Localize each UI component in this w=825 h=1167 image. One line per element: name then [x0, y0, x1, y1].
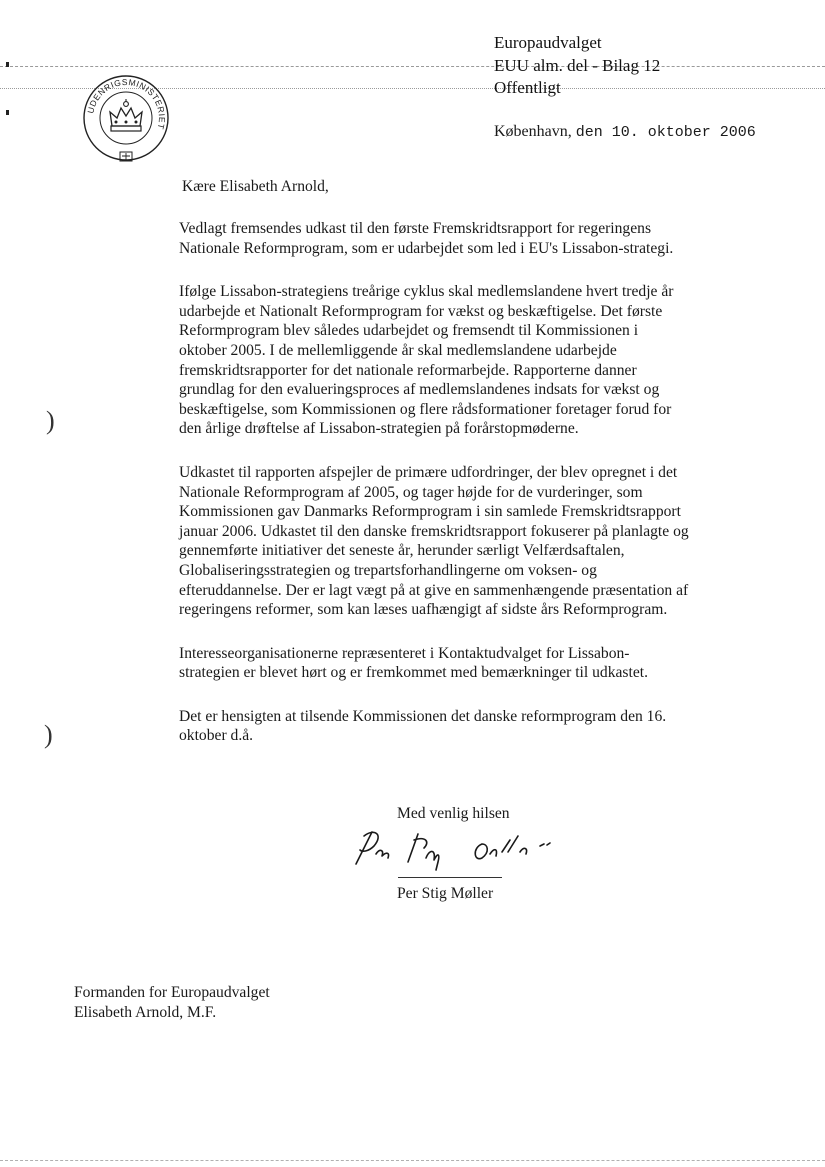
line: Udkastet til rapporten afspejler de primære udfordringer, der blev opregnet i det	[179, 463, 678, 481]
date-place: København,	[494, 123, 572, 140]
date-line	[494, 123, 756, 141]
handwritten-signature-icon	[344, 818, 574, 878]
recipient-name: Elisabeth Arnold, M.F.	[74, 1004, 217, 1021]
letter-body	[179, 219, 759, 770]
line: beskæftigelse, som Kommissionen og flere rådsformationer foretager forud for	[179, 400, 672, 418]
line: oktober 2005. I de mellemliggende år skal medlemslandene udarbejde	[179, 341, 617, 359]
line: Reformprogram blev således udarbejdet og fremsendt til Kommissionen i	[179, 322, 639, 340]
line: Kommissionen gav Danmarks Reformprogram i sin samlede Fremskridtsrapport	[179, 503, 681, 521]
line: Nationale Reformprogram af 2005, og tager højde for de vurderinger, som	[179, 483, 643, 501]
line: gennemførte initiativer det seneste år, herunder særligt Velfærdsaftalen,	[179, 542, 625, 560]
line: udarbejde et Nationalt Reformprogram for vækst og beskæftigelse. Det første	[179, 302, 663, 320]
line: Globaliseringsstrategien og trepartsforhandlingerne om voksen- og	[179, 561, 597, 579]
date-typed: den 10. oktober 2006	[575, 124, 756, 141]
svg-text:UDENRIGSMINISTERIET: UDENRIGSMINISTERIET	[85, 76, 168, 131]
line: Det er hensigten at tilsende Kommissionen det danske reformprogram den 16.	[179, 707, 667, 725]
line: Interesseorganisationerne repræsenteret i Kontaktudvalget for Lissabon-	[179, 644, 630, 662]
line: oktober d.å.	[179, 727, 254, 745]
signature-rule	[398, 877, 502, 878]
recipient-block	[74, 983, 270, 1023]
line: efteruddannelse. Der er lagt vægt på at give en sammenhængende præsentation af	[179, 581, 689, 599]
paragraph-1	[179, 219, 759, 258]
margin-dot	[6, 62, 9, 67]
header-rule-top	[0, 66, 825, 67]
line: grundlag for den evalueringsproces af medlemslandenes indsats for vækst og	[179, 381, 660, 399]
stamp-classification: Offentligt	[494, 78, 561, 97]
ministry-emblem	[80, 72, 172, 164]
margin-bracket-mark: )	[46, 406, 55, 435]
line: Vedlagt fremsendes udkast til den første Fremskridtsrapport for regeringens	[179, 220, 652, 237]
line: fremskridtsrapporter for det nationale reformarbejde. Rapporterne danner	[179, 361, 637, 379]
stamp-committee: Europaudvalget	[494, 33, 602, 52]
line: Ifølge Lissabon-strategiens treårige cyklus skal medlemslandene hvert tredje år	[179, 283, 674, 301]
paragraph-3	[179, 463, 759, 620]
line: januar 2006. Udkastet til den danske fremskridtsrapport fokuserer på planlagte og	[179, 522, 689, 540]
signatory-name: Per Stig Møller	[397, 885, 494, 902]
salutation: Kære Elisabeth Arnold,	[182, 178, 329, 195]
line: den årlige drøftelse af Lissabon-strategien på forårstopmøderne.	[179, 420, 579, 438]
crown-seal-icon	[80, 72, 172, 164]
paragraph-2	[179, 282, 759, 439]
bottom-scan-edge	[0, 1160, 825, 1161]
line: strategien er blevet hørt og er fremkommet med bemærkninger til udkastet.	[179, 664, 648, 682]
paragraph-4	[179, 644, 759, 683]
paragraph-5	[179, 707, 759, 746]
margin-dot	[6, 110, 9, 115]
line: regeringens reformer, som kan læses uafhængigt af sidste års Reformprogram.	[179, 601, 668, 619]
stamp-reference: EUU alm. del - Bilag 12	[494, 56, 661, 75]
margin-bracket-mark: )	[44, 720, 53, 749]
line: Nationale Reformprogram, som er udarbejdet som led i EU's Lissabon-strategi.	[179, 239, 674, 257]
signature	[344, 818, 574, 878]
recipient-title: Formanden for Europaudvalget	[74, 984, 270, 1001]
closing-greeting: Med venlig hilsen	[397, 805, 510, 822]
